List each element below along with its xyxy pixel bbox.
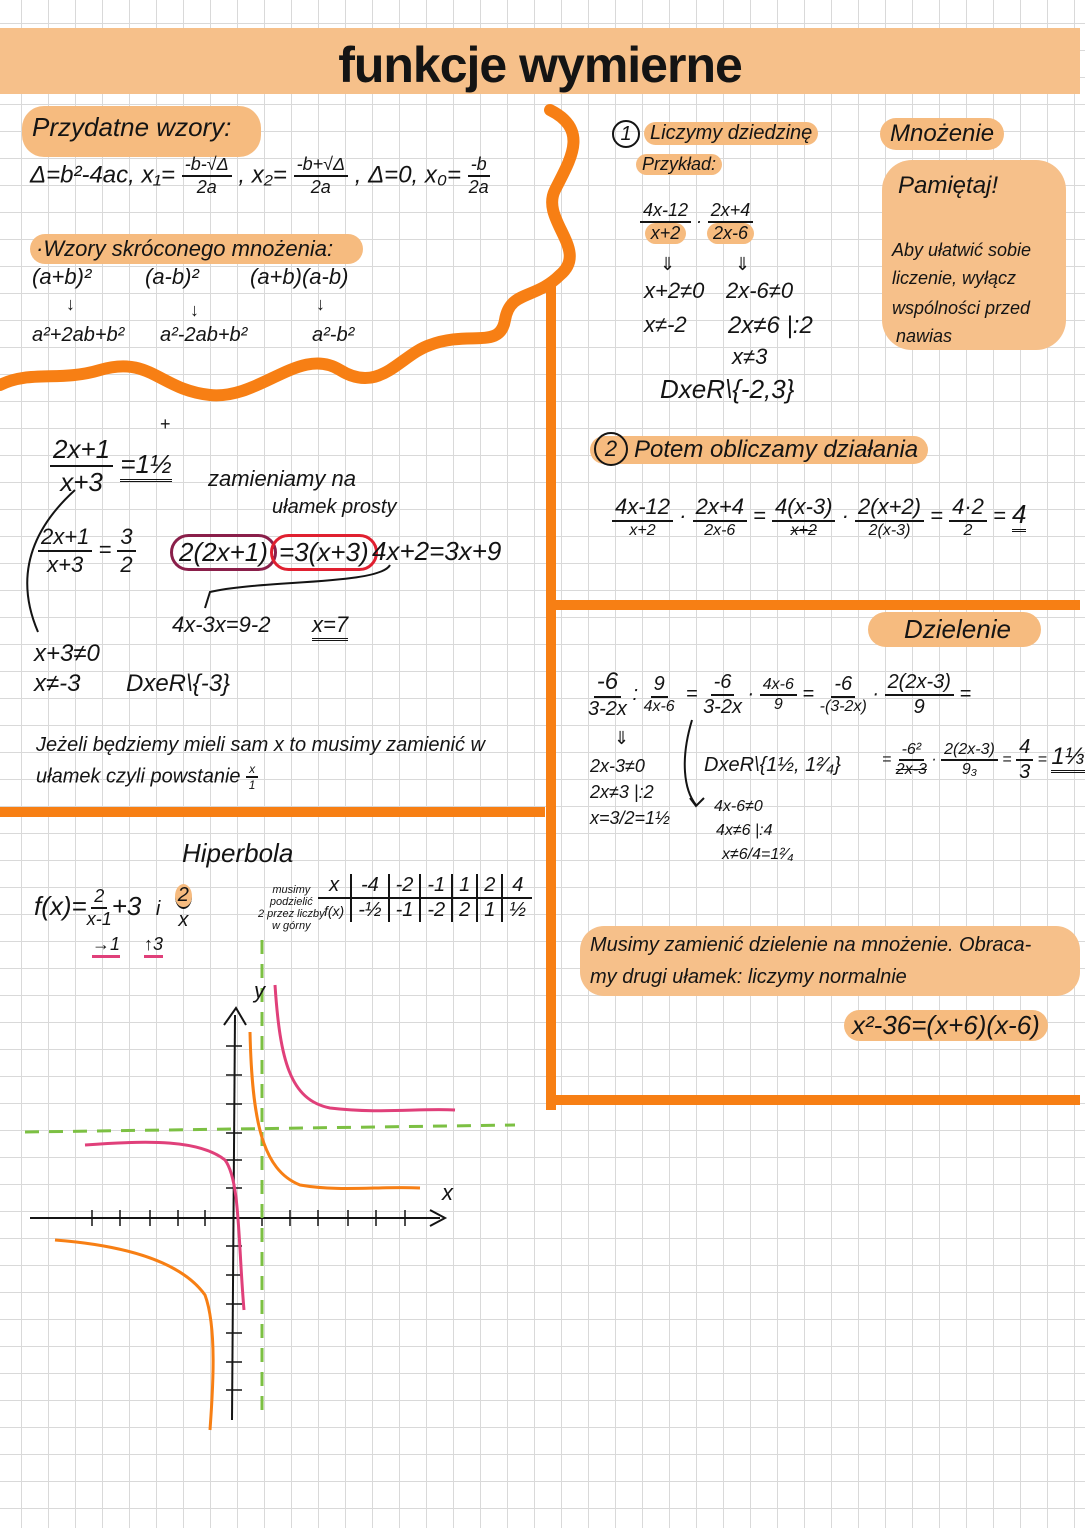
domain-1-line-1: x+2≠0 [644, 278, 705, 303]
remark-frac-den: 1 [248, 778, 256, 792]
table-cell: 2 [452, 898, 477, 922]
x0-numerator: -b [468, 154, 490, 177]
short-mult-1-from: (a+b)² [32, 264, 92, 289]
arrow-down-icon: ⇓ [660, 254, 676, 274]
table-cell: -1 [420, 874, 452, 898]
div-den: 3-2x [588, 698, 627, 720]
note-line: podzielić [269, 896, 313, 908]
div-den: 2x-3 [895, 761, 927, 778]
x2-label: , x₂= [238, 161, 287, 189]
div-num: -6 [594, 668, 621, 698]
x0-label: x₀= [424, 161, 462, 189]
div-num: 2(2x-3) [941, 741, 998, 761]
cross-numerator: 2x+1 [38, 524, 92, 552]
division-expression: $\frac{-6}{3-2x}$ : $\frac{9}{4x-6}$ = $\frac{-6}{3-2x}$ · $\frac{4x-6}{9}$ = $\frac{-6}{-(3-2x)}$ · $\frac{2(2x-3)}{9}$ = [588, 668, 972, 720]
equation-numerator: 2x+1 [50, 434, 113, 467]
calc-num: 2x+4 [693, 494, 747, 522]
div-den: 4x-6 [643, 698, 675, 715]
table-cell: -4 [351, 874, 388, 898]
solution: x=7 [312, 612, 348, 641]
x2-denominator: 2a [310, 177, 331, 197]
useful-formulas-heading: Przydatne wzory: [22, 106, 261, 157]
horizontal-asymptote [25, 1125, 515, 1132]
remark-text: ułamek czyli powstanie [36, 765, 241, 788]
table-header-x: x [318, 874, 351, 898]
calc-den: 2 [963, 522, 973, 539]
division-note-2: my drugi ułamek: liczymy normalnie [590, 966, 907, 988]
div-num: 4x-6 [760, 676, 797, 696]
f1-numerator: 4x-12 [640, 200, 691, 223]
short-mult-2-from: (a-b)² [145, 264, 199, 289]
table-cell: -2 [420, 898, 452, 922]
convert-note-2: ułamek prosty [272, 496, 397, 518]
div-den: 9 [913, 695, 925, 718]
x2-numerator: -b+√Δ [294, 154, 348, 177]
fx-label: f(x)= [34, 890, 87, 921]
short-mult-3-from: (a+b)(a-b) [250, 264, 349, 289]
short-mult-3-to: a²-b² [312, 324, 355, 346]
multiplication-domain: DxeR\{-2,3} [660, 374, 795, 404]
calc-den: x+2 [629, 522, 656, 539]
lhs-circled: 2(2x+1) [170, 534, 277, 571]
f2-numerator: 2x+4 [708, 200, 754, 223]
shifted-hyperbola-right-branch [275, 985, 455, 1111]
remember-heading: Pamiętaj! [898, 172, 999, 199]
division-note-1: Musimy zamienić dzielenie na mnożenie. Obraca- [590, 934, 1032, 956]
div-num: 2(2x-3) [885, 671, 954, 696]
shift-up: ↑3 [144, 934, 163, 958]
domain: DxeR\{-3} [126, 670, 231, 697]
table-cell: 4 [502, 874, 532, 898]
arrow-down-icon: ⇓ [614, 728, 630, 748]
step-2-heading: Potem obliczamy działania [590, 436, 928, 464]
x0-denominator: 2a [468, 177, 489, 197]
table-cell: 1 [452, 874, 477, 898]
table-cell: -1 [389, 898, 421, 922]
arrow-down-icon: ↓ [66, 294, 75, 314]
div-den: 3 [1019, 761, 1031, 783]
base-hyperbola-left-branch [55, 1240, 213, 1430]
convert-note: zamieniamy na [208, 466, 356, 491]
table-header-fx: f(x) [324, 902, 345, 919]
arrow-down-icon: ⇓ [735, 254, 751, 274]
expanded-equation: 4x+2=3x+9 [372, 536, 502, 566]
rhs-circled: =3(x+3) [270, 534, 378, 571]
domain-b-line: 4x-6≠0 [714, 798, 763, 815]
f2-denominator: 2x-6 [707, 223, 754, 244]
remark-frac-num: x [246, 762, 258, 778]
calc-den: 2x-6 [704, 522, 736, 539]
div-den: -(3-2x) [819, 698, 867, 715]
table-cell: ½ [502, 898, 532, 922]
division-heading: Dzielenie [868, 612, 1041, 647]
table-cell: 2 [477, 874, 502, 898]
remember-line: Aby ułatwić sobie [892, 240, 1032, 260]
domain-a-line: 2x-3≠0 [590, 756, 645, 776]
domain-b-line: 4x≠6 |:4 [716, 822, 773, 839]
multiplication-heading: Mnożenie [880, 118, 1004, 150]
remember-line: wspólności przed [892, 298, 1031, 318]
domain-step-2: x≠-3 [34, 670, 81, 697]
table-cell: -½ [351, 898, 388, 922]
delta-zero: , Δ=0, [354, 161, 419, 189]
div-num: -6 [831, 673, 855, 698]
calc-num: 2(x+2) [855, 494, 924, 522]
short-mult-heading: ·Wzory skróconego mnożenia: [30, 234, 363, 264]
step-1-number: 1 [612, 120, 640, 148]
example-label: Przykład: [636, 154, 722, 175]
div-num: -6² [899, 741, 925, 761]
remark-line-1: Jeżeli będziemy mieli sam x to musimy zamienić w [36, 734, 486, 756]
arrow-down-icon: ↓ [190, 300, 199, 320]
remember-line: liczenie, wyłącz [892, 268, 1017, 288]
page-title: funkcje wymierne [338, 37, 742, 93]
step-1-heading: Liczymy dziedzinę [644, 122, 818, 145]
f1-denominator: x+2 [645, 223, 687, 244]
fx-numerator: 2 [91, 886, 107, 909]
domain-2-line-1: 2x-6≠0 [726, 278, 794, 303]
note-line: musimy [272, 884, 311, 896]
calc-result: 4 [1012, 499, 1026, 532]
domain-b-line: x≠6/4=1²⁄₄ [722, 846, 794, 863]
x-axis-label: x [442, 1180, 453, 1205]
div-den: 9 [773, 695, 783, 713]
short-mult-2-to: a²-2ab+b² [160, 324, 248, 346]
solve-step: 4x-3x=9-2 [172, 612, 271, 637]
domain-2-line-3: x≠3 [732, 344, 768, 369]
example-expression: $\frac{4x-12}{x+2}$ · $\frac{2x+4}{2x-6}$ [640, 200, 754, 244]
difference-of-squares: x²-36=(x+6)(x-6) [844, 1010, 1048, 1041]
cross-rhs-numerator: 3 [117, 524, 135, 552]
y-axis-label: y [254, 978, 265, 1003]
cross-rhs-denominator: 2 [120, 552, 133, 577]
calc-den: x+2 [790, 522, 817, 539]
note-line: 2 przez liczby [258, 908, 325, 920]
calc-den: 2(x-3) [868, 522, 911, 539]
x1-denominator: 2a [196, 177, 217, 197]
base-denominator: x [178, 909, 189, 931]
domain-a-line: 2x≠3 |:2 [590, 782, 654, 802]
domain-1-line-2: x≠-2 [644, 312, 687, 337]
x1-label: x₁= [141, 161, 176, 189]
div-num: 9 [651, 673, 668, 698]
div-num: -6 [711, 671, 735, 696]
step-2-number: 2 [594, 432, 628, 466]
base-numerator: 2 [175, 884, 192, 909]
arrow-down-icon: ↓ [316, 294, 325, 314]
fx-shift: +3 [111, 890, 142, 921]
equation-rhs: =1½ [120, 449, 171, 482]
equation-denominator: x+3 [60, 467, 103, 497]
plus-mark: + [160, 414, 171, 434]
division-continued: = $\frac{\text{-6²}}{2x-3}$ · $\frac{2(2x-3)}{\text{9₃}}$ = $\frac{4}{3}$ = 1⅓ [882, 736, 1085, 783]
table-cell: 1 [477, 898, 502, 922]
short-mult-1-to: a²+2ab+b² [32, 324, 125, 346]
div-den: 3-2x [703, 695, 742, 718]
x1-numerator: -b-√Δ [182, 154, 232, 177]
calc-num: 4·2 [949, 494, 987, 522]
hyperbola-heading: Hiperbola [182, 838, 294, 868]
table-cell: -2 [389, 874, 421, 898]
div-den: 9₃ [961, 761, 978, 778]
shifted-hyperbola-left-branch [85, 1142, 244, 1310]
calculation: $\frac{4x-12}{x+2}$ · $\frac{2x+4}{2x-6}$ = $\frac{4(x-3)}{x+2}$ · $\frac{2(x+2)}{2(x-3)}$ = $\frac{4\cdot 2}{2}$ = 4 [612, 494, 1026, 540]
calc-num: 4x-12 [612, 494, 673, 522]
cross-denominator: x+3 [47, 552, 84, 577]
fx-denominator: x-1 [86, 909, 112, 929]
division-domain: DxeR\{1½, 1²⁄₄} [704, 754, 841, 776]
domain-a-line: x=3/2=1½ [590, 808, 671, 828]
and-label: i [155, 897, 161, 920]
domain-2-line-2: 2x≠6 |:2 [728, 312, 813, 339]
delta-formula: Δ=b²-4ac, [30, 161, 135, 189]
div-num: 4 [1016, 736, 1033, 761]
cross-multiply: $\frac{2x+1}{x+3}$ = $\frac{3}{2}$ [38, 524, 136, 578]
domain-step-1: x+3≠0 [34, 640, 100, 667]
note-line: w górny [272, 920, 311, 932]
division-result: 1⅓ [1051, 743, 1084, 773]
remember-line: nawias [896, 326, 953, 346]
calc-num: 4(x-3) [772, 494, 835, 522]
shift-right: →1 [92, 934, 120, 958]
